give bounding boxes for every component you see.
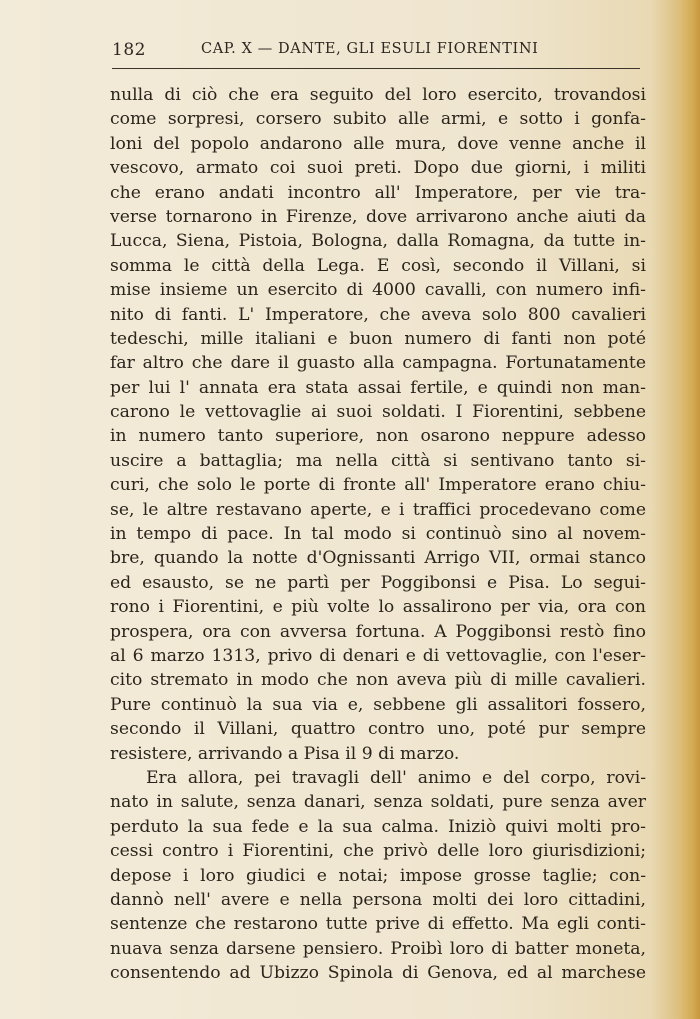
- text-line: vescovo, armato coi suoi preti. Dopo due giorni, i militi: [110, 158, 646, 179]
- text-line: rono i Fiorentini, e più volte lo assalirono per via, ora con: [110, 597, 646, 618]
- text-line: Lucca, Siena, Pistoia, Bologna, dalla Romagna, da tutte in-: [110, 231, 646, 252]
- text-line: tedeschi, mille italiani e buon numero di fanti non poté: [110, 328, 646, 349]
- text-line: nulla di ciò che era seguito del loro esercito, trovandosi: [110, 85, 646, 105]
- text-line: Pure continuò la sua via e, sebbene gli assalitori fossero,: [110, 694, 646, 715]
- text-line: secondo il Villani, quattro contro uno, poté pur sempre: [110, 719, 646, 740]
- text-line: in numero tanto superiore, non osarono neppure adesso: [110, 426, 646, 447]
- text-line: consentendo ad Ubizzo Spinola di Genova, ed al marchese: [110, 963, 646, 984]
- text-line: depose i loro giudici e notai; impose grosse taglie; con-: [110, 865, 646, 886]
- header-rule: [112, 68, 640, 69]
- text-line: prospera, ora con avversa fortuna. A Poggibonsi restò fino: [110, 621, 646, 642]
- text-line: ed esausto, se ne partì per Poggibonsi e Pisa. Lo segui-: [110, 572, 646, 593]
- text-line: in tempo di pace. In tal modo si continuò sino al novem-: [110, 524, 646, 545]
- text-line: come sorpresi, corsero subito alle armi, e sotto i gonfa-: [110, 109, 646, 130]
- text-line: loni del popolo andarono alle mura, dove venne anche il: [110, 133, 646, 154]
- text-line: nuava senza darsene pensiero. Proibì loro di batter moneta,: [110, 938, 646, 959]
- text-line: che erano andati incontro all' Imperatore, per vie tra-: [110, 182, 646, 203]
- text-line: se, le altre restavano aperte, e i traffici procedevano come: [110, 499, 646, 520]
- body-text: [110, 83, 646, 985]
- page-header: [112, 40, 640, 64]
- text-line: verse tornarono in Firenze, dove arrivarono anche aiuti da: [110, 206, 646, 227]
- text-line-paragraph-end: resistere, arrivando a Pisa il 9 di marzo.: [110, 743, 460, 764]
- page-edge-stain: [680, 0, 700, 1019]
- page-number: 182: [112, 40, 146, 60]
- running-head: CAP. X — DANTE, GLI ESULI FIORENTINI: [201, 41, 539, 57]
- text-line: nato in salute, senza danari, senza soldati, pure senza aver: [110, 792, 646, 813]
- text-line: cessi contro i Fiorentini, che privò delle loro giurisdizioni;: [110, 841, 646, 862]
- text-line: carono le vettovaglie ai suoi soldati. I Fiorentini, sebbene: [110, 402, 646, 423]
- text-line: nito di fanti. L' Imperatore, che aveva solo 800 cavalieri: [110, 304, 646, 325]
- text-line: sentenze che restarono tutte prive di effetto. Ma egli conti-: [110, 914, 646, 935]
- text-line-paragraph-start: Era allora, pei travagli dell' animo e del corpo, rovi-: [146, 767, 646, 788]
- text-line: curi, che solo le porte di fronte all' Imperatore erano chiu-: [110, 475, 646, 496]
- text-line: somma le città della Lega. E così, secondo il Villani, si: [110, 255, 646, 276]
- text-line: al 6 marzo 1313, privo di denari e di vettovaglie, con l'eser-: [110, 645, 646, 666]
- text-line: far altro che dare il guasto alla campagna. Fortunatamente: [110, 353, 646, 374]
- text-line: mise insieme un esercito di 4000 cavalli, con numero infi-: [110, 280, 646, 301]
- text-line: uscire a battaglia; ma nella città si sentivano tanto si-: [110, 450, 646, 471]
- text-line: dannò nell' avere e nella persona molti dei loro cittadini,: [110, 889, 646, 910]
- text-line: per lui l' annata era stata assai fertile, e quindi non man-: [110, 377, 646, 398]
- text-line: cito stremato in modo che non aveva più di mille cavalieri.: [110, 670, 646, 691]
- text-line: perduto la sua fede e la sua calma. Iniziò quivi molti pro-: [110, 816, 646, 837]
- text-line: bre, quando la notte d'Ognissanti Arrigo VII, ormai stanco: [110, 548, 646, 569]
